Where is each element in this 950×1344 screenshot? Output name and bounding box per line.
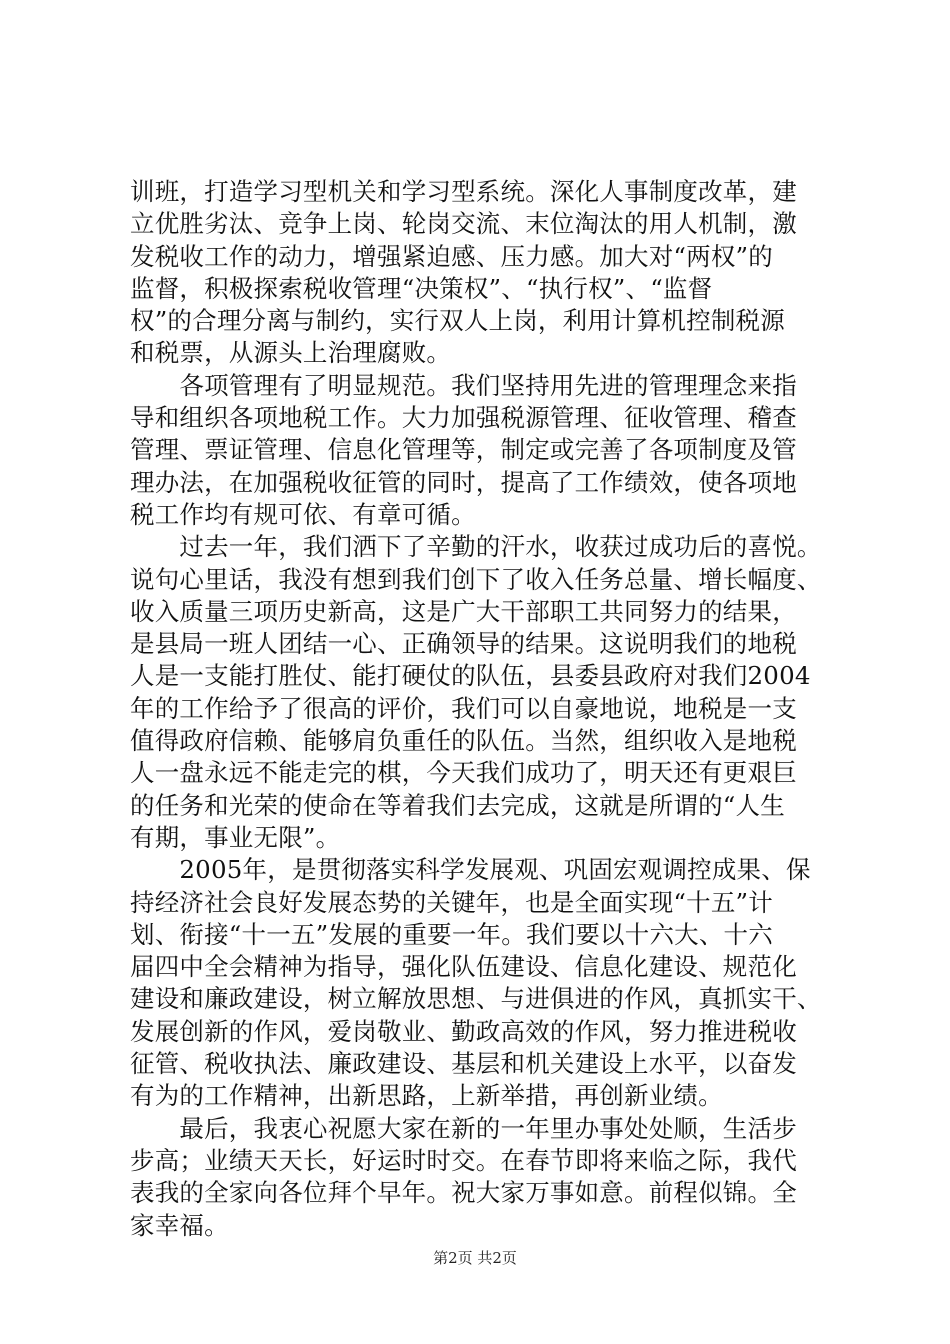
text-line: 发税收工作的动力，增强紧迫感、压力感。加大对“两权”的 bbox=[130, 241, 773, 271]
text-line: 持经济社会良好发展态势的关键年，也是全面实现“十五”计 bbox=[130, 887, 773, 917]
text-line: 有为的工作精神，出新思路，上新举措，再创新业绩。 bbox=[130, 1081, 723, 1111]
text-line: 有期，事业无限”。 bbox=[130, 822, 341, 852]
text-line: 人一盘永远不能走完的棋，今天我们成功了，明天还有更艰巨 bbox=[130, 758, 797, 788]
text-line: 的任务和光荣的使命在等着我们去完成，这就是所谓的“人生 bbox=[130, 790, 785, 820]
text-line: 说句心里话，我没有想到我们创下了收入任务总量、增长幅度、 bbox=[130, 564, 822, 594]
text-line: 家幸福。 bbox=[130, 1210, 229, 1240]
text-line: 2005年，是贯彻落实科学发展观、巩固宏观调控成果、保 bbox=[130, 855, 811, 885]
text-line: 税工作均有规可依、有章可循。 bbox=[130, 499, 476, 529]
text-line: 过去一年，我们洒下了辛勤的汗水，收获过成功后的喜悦。 bbox=[130, 532, 822, 562]
text-line: 最后，我衷心祝愿大家在新的一年里办事处处顺，生活步 bbox=[130, 1113, 797, 1143]
document-body bbox=[130, 176, 830, 1242]
text-line: 各项管理有了明显规范。我们坚持用先进的管理理念来指 bbox=[130, 370, 797, 400]
text-line: 人是一支能打胜仗、能打硬仗的队伍，县委县政府对我们2004 bbox=[130, 661, 811, 691]
text-line: 管理、票证管理、信息化管理等，制定或完善了各项制度及管 bbox=[130, 435, 797, 465]
text-line: 发展创新的作风，爱岗敬业、勤政高效的作风，努力推进税收 bbox=[130, 1016, 797, 1046]
text-line: 立优胜劣汰、竞争上岗、轮岗交流、末位淘汰的用人机制，激 bbox=[130, 209, 797, 239]
text-line: 建设和廉政建设，树立解放思想、与进俱进的作风，真抓实干、 bbox=[130, 984, 822, 1014]
page-footer: 第2页 共2页 bbox=[433, 1249, 517, 1267]
text-line: 值得政府信赖、能够肩负重任的队伍。当然，组织收入是地税 bbox=[130, 726, 797, 756]
text-line: 划、衔接“十一五”发展的重要一年。我们要以十六大、十六 bbox=[130, 919, 773, 949]
text-line: 是县局一班人团结一心、正确领导的结果。这说明我们的地税 bbox=[130, 629, 797, 659]
text-line: 权”的合理分离与制约，实行双人上岗，利用计算机控制税源 bbox=[130, 306, 785, 336]
text-line: 征管、税收执法、廉政建设、基层和机关建设上水平，以奋发 bbox=[130, 1049, 797, 1079]
text-line: 表我的全家向各位拜个早年。祝大家万事如意。前程似锦。全 bbox=[130, 1178, 797, 1208]
text-line: 收入质量三项历史新高，这是广大干部职工共同努力的结果， bbox=[130, 596, 797, 626]
text-line: 导和组织各项地税工作。大力加强税源管理、征收管理、稽查 bbox=[130, 403, 797, 433]
text-line: 步高；业绩天天长，好运时时交。在春节即将来临之际，我代 bbox=[130, 1145, 797, 1175]
text-line: 年的工作给予了很高的评价，我们可以自豪地说，地税是一支 bbox=[130, 693, 797, 723]
text-line: 理办法，在加强税收征管的同时，提高了工作绩效，使各项地 bbox=[130, 467, 797, 497]
text-line: 和税票，从源头上治理腐败。 bbox=[130, 338, 452, 368]
text-line: 监督，积极探索税收管理“决策权”、“执行权”、“监督 bbox=[130, 273, 713, 303]
text-line: 训班，打造学习型机关和学习型系统。深化人事制度改革，建 bbox=[130, 177, 797, 206]
text-line: 届四中全会精神为指导，强化队伍建设、信息化建设、规范化 bbox=[130, 952, 797, 982]
